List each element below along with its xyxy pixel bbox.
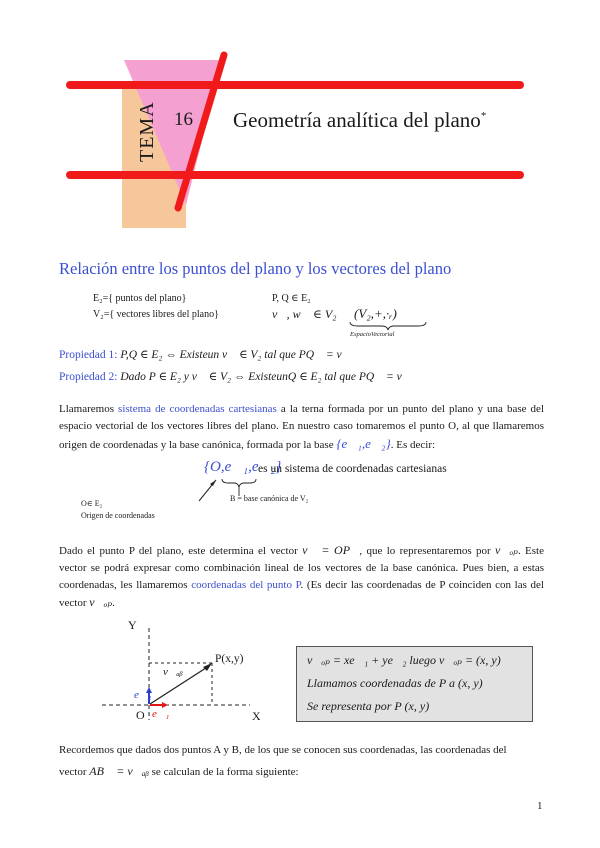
banner: [0, 0, 600, 240]
vector-op-head: [203, 663, 212, 671]
basis-label: B = base canónica de V₂: [230, 494, 309, 503]
p2-t4: . (Es decir las coordenadas de P coinciden con las del vector: [59, 579, 544, 609]
p2-highlight: coordenadas del punto P: [191, 579, 301, 591]
def-space: (V₂,+,·ᵣ): [354, 306, 397, 321]
p1-highlight: sistema de coordenadas cartesianas: [118, 403, 277, 415]
property-2: [59, 369, 411, 383]
property-2-formula: Dado P ∈ E₂ y v⃗ ∈ V₂ ⇔ ExisteunQ ∈ E₂ tal que PQ⃗ = v⃗: [120, 371, 411, 383]
figure-p-label: P(x,y): [215, 653, 244, 665]
page-title: [233, 108, 486, 133]
property-1-formula: P,Q ∈ E₂ ⇔ Existeun v⃗ ∈ V₂ tal que PQ⃗ = v⃗: [120, 349, 351, 361]
p2-f2: v⃗ₒₚ: [495, 543, 518, 557]
title-footnote-mark: *: [480, 110, 487, 122]
box-line-1: v⃗ₒₚ = xe⃗₁ + ye⃗₂ luego v⃗ₒₚ = (x, y): [307, 653, 501, 667]
p1-end: . Es decir:: [390, 439, 436, 451]
figure-x-label: X: [252, 709, 261, 723]
figure-o-label: O: [136, 708, 145, 722]
box-line-3: Se representa por P (x, y): [307, 699, 430, 713]
property-1: [59, 347, 351, 361]
p3-formula: AB⃗ = v⃗ₐᵦ: [89, 764, 149, 778]
box-line-2: Llamamos coordenadas de P a (x, y): [307, 676, 483, 690]
property-1-label: Propiedad 1:: [59, 349, 118, 361]
definition-box: [296, 646, 533, 722]
figure-e2-label: e⃗₂: [134, 689, 152, 701]
system-text: es un sistema de coordenadas cartesianas: [258, 463, 447, 475]
p2-f3: v⃗ₒₚ: [89, 595, 113, 609]
tema-number: 16: [174, 109, 193, 130]
figure-e1-label: e⃗₁: [152, 708, 170, 720]
def-v2: V₂={ vectores libres del plano}: [93, 309, 219, 320]
property-2-label: Propiedad 2:: [59, 371, 118, 383]
def-e2: E₂={ puntos del plano}: [93, 293, 187, 304]
p3-line2a: vector: [59, 766, 90, 778]
p2-t1: Dado el punto P del plano, este determina el vector: [59, 545, 303, 557]
p2-t5: .: [112, 597, 115, 609]
p1-basis: {e⃗₁,e⃗₂}: [336, 436, 391, 451]
p1-after: a la terna formada por un punto del plano y una base del espacio vectorial de los vectores libres del plano. En nuestro caso tomaremos el punto O, al que llamaremos origen de coordenadas y la base canónica, formada por la base: [59, 403, 544, 451]
space-label: EspacioVectorial: [350, 331, 395, 338]
p3-line2b: se calculan de la forma siguiente:: [148, 766, 299, 778]
paragraph-recall-line2: [59, 763, 544, 781]
section-title: Relación entre los puntos del plano y los vectores del plano: [59, 259, 452, 278]
paragraph-recall-line1: Recordemos que dados dos puntos A y B, de los que se conocen sus coordenadas, las coordenadas del: [59, 744, 507, 756]
page-number: 1: [537, 800, 543, 812]
p2-t3: . Este vector se podrá expresar como combinación lineal de los vectores de la base canónica. Pues bien, a estas coordenadas, les llamaremos: [59, 545, 544, 591]
tema-label: TEMA: [136, 101, 158, 162]
origin-point-label: O∈ E₂: [81, 499, 103, 508]
origin-label: Origen de coordenadas: [81, 511, 155, 520]
page-title-text: Geometría analítica del plano: [233, 108, 481, 132]
coordinate-figure: [100, 618, 300, 728]
figure-y-label: Y: [128, 618, 137, 632]
figure-vab-label: v⃗ₐᵦ: [163, 666, 183, 678]
paragraph-coordinates: [59, 542, 544, 612]
system-triple: {O,e⃗₁,e⃗₂}: [204, 459, 282, 475]
def-pq: P, Q ∈ E₂: [272, 293, 311, 304]
p2-f1: v⃗ = OP⃗: [302, 543, 360, 557]
paragraph-cartesian: [59, 401, 544, 454]
p2-t2: , que lo representaremos por: [359, 545, 496, 557]
space-underbrace: [348, 321, 428, 331]
def-vw: v⃗, w⃗ ∈ V₂: [272, 307, 337, 321]
p1-before: Llamaremos: [59, 403, 119, 415]
